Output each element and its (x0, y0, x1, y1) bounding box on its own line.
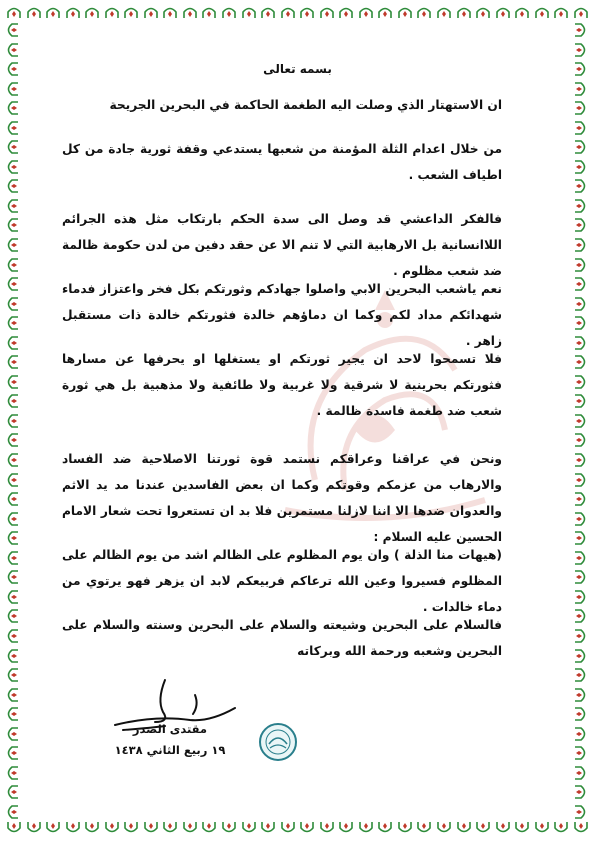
border-top (6, 4, 589, 22)
border-motif-icon (65, 4, 81, 20)
border-motif-icon (397, 820, 413, 836)
border-motif-icon (4, 217, 20, 233)
border-motif-icon (4, 354, 20, 370)
border-motif-icon (319, 4, 335, 20)
border-motif-icon (573, 4, 589, 20)
border-motif-icon (475, 4, 491, 20)
border-motif-icon (514, 820, 530, 836)
border-motif-icon (436, 4, 452, 20)
border-motif-icon (495, 820, 511, 836)
border-motif-icon (221, 820, 237, 836)
border-motif-icon (573, 81, 589, 97)
border-motif-icon (475, 820, 491, 836)
border-motif-icon (84, 820, 100, 836)
border-motif-icon (241, 820, 257, 836)
letter-heading: بسمه تعالى (263, 62, 332, 76)
border-motif-icon (4, 198, 20, 214)
border-motif-icon (162, 4, 178, 20)
border-left (4, 22, 22, 820)
border-motif-icon (104, 820, 120, 836)
border-motif-icon (4, 393, 20, 409)
border-motif-icon (123, 820, 139, 836)
border-motif-icon (573, 784, 589, 800)
border-motif-icon (573, 393, 589, 409)
border-motif-icon (4, 335, 20, 351)
border-motif-icon (573, 820, 589, 836)
border-motif-icon (4, 257, 20, 273)
border-motif-icon (573, 198, 589, 214)
border-motif-icon (143, 820, 159, 836)
paragraph-5: فلا تسمحوا لاحد ان يجير ثورتكم او يستغلها او يحرفها عن مسارها فثورتكم بحرينية لا شرقية ولا غربية ولا طائفية ولا مذهبية بل هي ثورة شعب ضد طغمة فاسدة ظالمة . (62, 352, 502, 418)
seal-stamp (258, 722, 298, 762)
border-motif-icon (338, 820, 354, 836)
border-motif-icon (4, 648, 20, 664)
border-right (573, 22, 591, 820)
border-motif-icon (4, 413, 20, 429)
border-motif-icon (573, 178, 589, 194)
paragraph-4: نعم ياشعب البحرين الابي واصلوا جهادكم وثورتكم بكل فخر واعتزاز فدماء شهدائكم مداد لكم وكما ان دماؤهم خالدة فثورتكم خالدة ذات مستقبل زاهر . (62, 282, 502, 348)
border-motif-icon (573, 42, 589, 58)
paragraph-2: من خلال اعدام الثلة المؤمنة من شعبها يستدعي وقفة ثورية جادة من كل اطياف الشعب . (62, 142, 502, 182)
border-motif-icon (182, 820, 198, 836)
border-motif-icon (573, 550, 589, 566)
border-motif-icon (553, 4, 569, 20)
border-motif-icon (4, 706, 20, 722)
border-motif-icon (573, 608, 589, 624)
border-motif-icon (4, 569, 20, 585)
border-motif-icon (4, 81, 20, 97)
border-motif-icon (377, 820, 393, 836)
border-motif-icon (358, 820, 374, 836)
border-motif-icon (573, 569, 589, 585)
border-motif-icon (143, 4, 159, 20)
border-motif-icon (573, 804, 589, 820)
border-motif-icon (573, 217, 589, 233)
border-motif-icon (534, 4, 550, 20)
border-motif-icon (65, 820, 81, 836)
border-motif-icon (4, 276, 20, 292)
border-motif-icon (4, 432, 20, 448)
border-motif-icon (4, 765, 20, 781)
border-motif-icon (182, 4, 198, 20)
border-motif-icon (397, 4, 413, 20)
border-motif-icon (573, 706, 589, 722)
border-bottom (6, 820, 589, 838)
border-motif-icon (299, 4, 315, 20)
border-motif-icon (4, 42, 20, 58)
border-motif-icon (6, 4, 22, 20)
border-motif-icon (241, 4, 257, 20)
border-motif-icon (573, 765, 589, 781)
border-motif-icon (573, 589, 589, 605)
border-motif-icon (4, 120, 20, 136)
paragraph-3: فالفكر الداعشي قد وصل الى سدة الحكم بارتكاب مثل هذه الجرائم اللاانسانية بل الارهابية التي لا تنم الا عن حقد دفين من لدن حكومة ظالمة ضد شعب مظلوم . (62, 212, 502, 278)
border-motif-icon (573, 315, 589, 331)
border-motif-icon (4, 491, 20, 507)
border-motif-icon (573, 257, 589, 273)
border-motif-icon (514, 4, 530, 20)
border-motif-icon (4, 296, 20, 312)
border-motif-icon (573, 335, 589, 351)
border-motif-icon (573, 726, 589, 742)
border-motif-icon (573, 511, 589, 527)
border-motif-icon (573, 628, 589, 644)
border-motif-icon (201, 820, 217, 836)
border-motif-icon (573, 452, 589, 468)
border-motif-icon (573, 374, 589, 390)
border-motif-icon (4, 22, 20, 38)
border-motif-icon (45, 4, 61, 20)
border-motif-icon (573, 687, 589, 703)
border-motif-icon (4, 100, 20, 116)
border-motif-icon (456, 4, 472, 20)
signature-name: مقتدى الصدر (132, 722, 208, 736)
border-motif-icon (4, 139, 20, 155)
border-motif-icon (573, 100, 589, 116)
border-motif-icon (416, 4, 432, 20)
border-motif-icon (4, 511, 20, 527)
border-motif-icon (495, 4, 511, 20)
border-motif-icon (4, 550, 20, 566)
border-motif-icon (4, 315, 20, 331)
border-motif-icon (26, 820, 42, 836)
border-motif-icon (573, 648, 589, 664)
border-motif-icon (4, 237, 20, 253)
border-motif-icon (4, 374, 20, 390)
paragraph-7: (هيهات منا الذلة ) وان يوم المظلوم على الظالم اشد من يوم الظالم على المظلوم فسيروا وعين الله ترعاكم فربيعكم لابد ان يزهر فهو يرتوي من دماء خالدات . (62, 548, 502, 614)
border-motif-icon (573, 22, 589, 38)
border-motif-icon (456, 820, 472, 836)
border-motif-icon (4, 667, 20, 683)
border-motif-icon (4, 726, 20, 742)
border-motif-icon (4, 804, 20, 820)
border-motif-icon (436, 820, 452, 836)
border-motif-icon (4, 687, 20, 703)
border-motif-icon (573, 432, 589, 448)
border-motif-icon (4, 784, 20, 800)
border-motif-icon (260, 820, 276, 836)
border-motif-icon (4, 628, 20, 644)
border-motif-icon (4, 589, 20, 605)
border-motif-icon (377, 4, 393, 20)
border-motif-icon (573, 296, 589, 312)
border-motif-icon (4, 452, 20, 468)
border-motif-icon (162, 820, 178, 836)
border-motif-icon (573, 237, 589, 253)
border-motif-icon (26, 4, 42, 20)
paragraph-1: ان الاستهتار الذي وصلت اليه الطغمة الحاكمة في البحرين الجريحة (109, 98, 502, 112)
border-motif-icon (4, 745, 20, 761)
border-motif-icon (573, 667, 589, 683)
border-motif-icon (45, 820, 61, 836)
border-motif-icon (534, 820, 550, 836)
border-motif-icon (338, 4, 354, 20)
border-motif-icon (221, 4, 237, 20)
border-motif-icon (416, 820, 432, 836)
border-motif-icon (6, 820, 22, 836)
border-motif-icon (4, 530, 20, 546)
border-motif-icon (84, 4, 100, 20)
paragraph-6: ونحن في عراقنا وعراقكم نستمد قوة ثورتنا الاصلاحية ضد الفساد والارهاب من عزمكم وقوتكم وكما ان بعض الفاسدين عندنا مد يد الاثم والعدوان ضدها الا اننا لازلنا مستمرين فلا بد ان تستعروا تحت شعار الامام الحسين عليه السلام : (62, 452, 502, 544)
border-motif-icon (573, 745, 589, 761)
border-motif-icon (573, 276, 589, 292)
border-motif-icon (553, 820, 569, 836)
border-motif-icon (573, 139, 589, 155)
border-motif-icon (4, 608, 20, 624)
border-motif-icon (573, 413, 589, 429)
border-motif-icon (280, 4, 296, 20)
border-motif-icon (4, 178, 20, 194)
border-motif-icon (201, 4, 217, 20)
border-motif-icon (4, 159, 20, 175)
border-motif-icon (319, 820, 335, 836)
border-motif-icon (573, 491, 589, 507)
border-motif-icon (358, 4, 374, 20)
border-motif-icon (573, 472, 589, 488)
border-motif-icon (573, 530, 589, 546)
signature-date: ١٩ ربيع الثاني ١٤٣٨ (114, 743, 226, 757)
paragraph-8: فالسلام على البحرين وشيعته والسلام على البحرين وسنته والسلام على البحرين وشعبه ورحمة الله وبركاته (62, 618, 502, 658)
border-motif-icon (260, 4, 276, 20)
border-motif-icon (299, 820, 315, 836)
border-motif-icon (573, 120, 589, 136)
border-motif-icon (104, 4, 120, 20)
border-motif-icon (573, 159, 589, 175)
border-motif-icon (573, 354, 589, 370)
border-motif-icon (123, 4, 139, 20)
border-motif-icon (280, 820, 296, 836)
border-motif-icon (4, 472, 20, 488)
